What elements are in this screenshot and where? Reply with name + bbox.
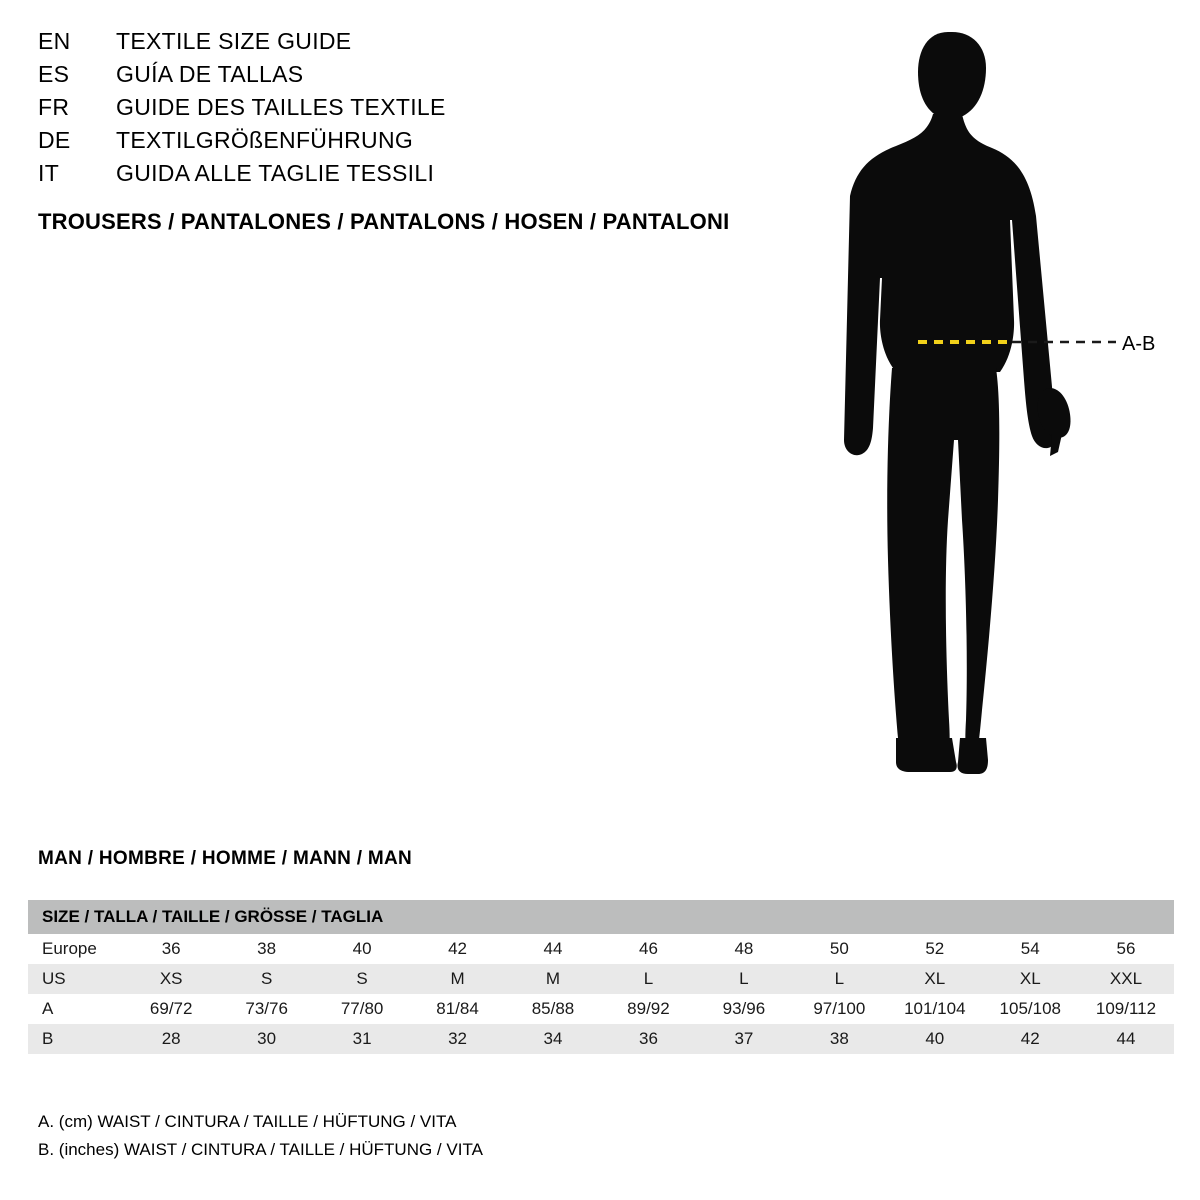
table-cell: 89/92	[601, 994, 696, 1024]
gender-group-label: MAN / HOMBRE / HOMME / MANN / MAN	[38, 848, 413, 869]
table-cell: 28	[123, 1024, 218, 1054]
table-cell: L	[601, 964, 696, 994]
table-cell: XXL	[1078, 964, 1174, 994]
table-cell: L	[696, 964, 791, 994]
table-cell: 52	[887, 934, 982, 964]
table-cell: 30	[219, 1024, 314, 1054]
table-cell: 34	[505, 1024, 600, 1054]
row-label: A	[28, 994, 123, 1024]
language-code: FR	[38, 94, 70, 120]
language-title-block	[38, 28, 798, 235]
figure-block	[800, 20, 1200, 800]
table-cell: 42	[983, 1024, 1078, 1054]
table-cell: 54	[983, 934, 1078, 964]
table-cell: 42	[410, 934, 505, 964]
table-cell: XL	[983, 964, 1078, 994]
table-cell: 48	[696, 934, 791, 964]
table-header-label: SIZE / TALLA / TAILLE / GRÖSSE / TAGLIA	[28, 900, 1174, 934]
table-header-row	[28, 900, 1174, 934]
table-cell: 101/104	[887, 994, 982, 1024]
table-cell: M	[505, 964, 600, 994]
language-row	[38, 28, 798, 61]
table-row	[28, 934, 1174, 964]
table-cell: M	[410, 964, 505, 994]
size-table-wrap	[28, 900, 1174, 1054]
language-code: IT	[38, 160, 60, 186]
table-cell: XS	[123, 964, 218, 994]
language-code: DE	[38, 127, 71, 153]
table-cell: 56	[1078, 934, 1174, 964]
language-row	[38, 127, 798, 160]
table-cell: 32	[410, 1024, 505, 1054]
language-title: GUIDA ALLE TAGLIE TESSILI	[116, 160, 435, 186]
footnote-b: B. (inches) WAIST / CINTURA / TAILLE / HÜFTUNG / VITA	[38, 1140, 483, 1159]
male-silhouette-icon	[800, 20, 1200, 800]
language-code: ES	[38, 61, 70, 87]
table-cell: 31	[314, 1024, 409, 1054]
row-label: US	[28, 964, 123, 994]
size-table	[28, 900, 1174, 1054]
table-cell: 97/100	[792, 994, 887, 1024]
table-cell: 44	[505, 934, 600, 964]
row-label: B	[28, 1024, 123, 1054]
footnote-a: A. (cm) WAIST / CINTURA / TAILLE / HÜFTUNG / VITA	[38, 1112, 457, 1131]
row-label: Europe	[28, 934, 123, 964]
table-cell: L	[792, 964, 887, 994]
language-code: EN	[38, 28, 71, 54]
language-row	[38, 160, 798, 193]
measure-label-ab: A-B	[1122, 333, 1156, 355]
table-cell: 38	[792, 1024, 887, 1054]
table-cell: 85/88	[505, 994, 600, 1024]
table-cell: 93/96	[696, 994, 791, 1024]
table-cell: S	[314, 964, 409, 994]
table-cell: XL	[887, 964, 982, 994]
table-cell: 73/76	[219, 994, 314, 1024]
table-cell: 81/84	[410, 994, 505, 1024]
language-title: TEXTILE SIZE GUIDE	[116, 28, 352, 54]
language-row	[38, 61, 798, 94]
language-row	[38, 94, 798, 127]
footnotes	[38, 1108, 483, 1164]
language-title: GUIDE DES TAILLES TEXTILE	[116, 94, 446, 120]
table-row	[28, 994, 1174, 1024]
garment-type-subtitle: TROUSERS / PANTALONES / PANTALONS / HOSEN / PANTALONI	[38, 209, 730, 234]
table-cell: 38	[219, 934, 314, 964]
table-cell: 50	[792, 934, 887, 964]
table-cell: 109/112	[1078, 994, 1174, 1024]
language-title: TEXTILGRÖßENFÜHRUNG	[116, 127, 414, 153]
table-cell: 44	[1078, 1024, 1174, 1054]
language-title: GUÍA DE TALLAS	[116, 61, 304, 87]
table-cell: 46	[601, 934, 696, 964]
table-cell: 37	[696, 1024, 791, 1054]
table-cell: S	[219, 964, 314, 994]
table-cell: 105/108	[983, 994, 1078, 1024]
table-row	[28, 964, 1174, 994]
table-cell: 69/72	[123, 994, 218, 1024]
table-row	[28, 1024, 1174, 1054]
table-cell: 40	[887, 1024, 982, 1054]
table-cell: 40	[314, 934, 409, 964]
table-cell: 36	[601, 1024, 696, 1054]
table-cell: 36	[123, 934, 218, 964]
table-cell: 77/80	[314, 994, 409, 1024]
